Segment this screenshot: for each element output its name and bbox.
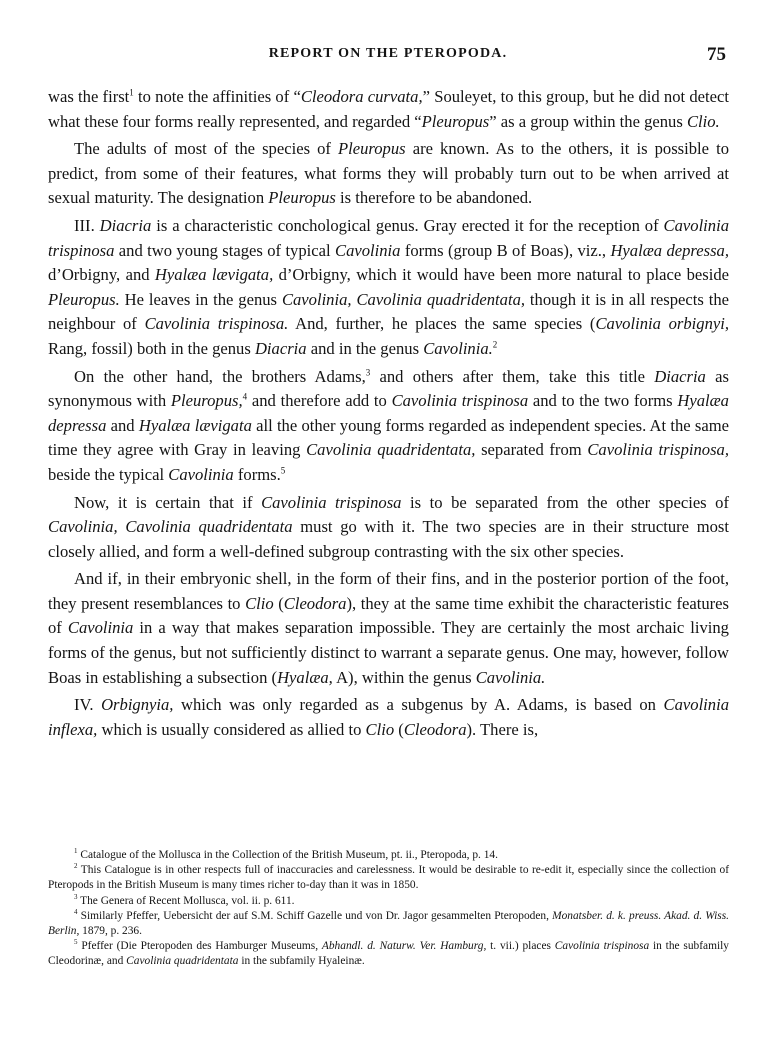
text-run: d’Orbigny, and (48, 265, 155, 285)
text-run: and two young stages of typical (114, 240, 335, 260)
text-run: is therefore to be abandoned. (335, 188, 533, 208)
italic-text: Abhandl. d. Naturw. Ver. Hamburg, (321, 940, 487, 953)
paragraph (48, 85, 729, 134)
footnote (48, 939, 729, 969)
italic-text: Cavolinia inflexa, (48, 695, 729, 739)
italic-text: Cavolinia trispinosa. (144, 314, 289, 334)
italic-text: Cavolinia, (281, 289, 352, 309)
text-run: forms. (233, 464, 281, 484)
text-run: t. vii.) places (486, 940, 555, 953)
footnote-marker: 3 (74, 892, 78, 901)
text-run: ” Souleyet, to this group, but he did not detect what these four forms really represented, and regarded “ (48, 87, 729, 131)
text-run: ( (394, 719, 404, 739)
italic-text: Cavolinia quadridentata (126, 955, 239, 968)
footnote-marker: 1 (129, 87, 134, 98)
text-run: which is usually considered as allied to (97, 719, 366, 739)
text-run: all the other young forms regarded as independent species. At the same time they agree with Gray in leaving (48, 415, 729, 460)
text-run: and therefore add to (247, 391, 392, 411)
text-run: in a way that makes separation impossible. They are certainly the most archaic living forms of the genus, but not sufficiently distinct to warrant a separate genus. One may, however, follow Boas in establishing a subsection ( (48, 618, 729, 687)
footnote-marker: 1 (74, 847, 78, 856)
italic-text: Cavolinia trispinosa (261, 492, 402, 512)
italic-text: Cavolinia. (475, 667, 546, 687)
text-run: and to the two forms (528, 391, 678, 411)
text-run: And, further, he places the same species ( (288, 314, 596, 334)
text-run: On the other hand, the brothers Adams, (74, 366, 366, 386)
italic-text: Cavolinia trispinosa, (587, 440, 730, 460)
text-run: 1879, p. 236. (79, 925, 142, 938)
italic-text: Clio (245, 593, 274, 613)
text-run: Rang, fossil) both in the genus (48, 338, 255, 358)
text-run: Pfeffer (Die Pteropoden des Hamburger Museums, (77, 940, 322, 953)
paragraph (48, 214, 729, 362)
italic-text: Cavolinia. (423, 338, 493, 358)
text-run: is a characteristic conchological genus. Gray erected it for the reception of (151, 215, 664, 235)
text-run: ( (273, 593, 284, 613)
italic-text: Cleodora curvata, (300, 87, 423, 106)
text-run: A), within the genus (332, 667, 476, 687)
footnote (48, 909, 729, 939)
italic-text: Cavolinia quadridentata (125, 517, 293, 537)
italic-text: Cavolinia, (48, 517, 118, 537)
text-run: ” as a group within the genus (489, 111, 687, 131)
page-number: 75 (707, 44, 726, 65)
text-run: IV. (74, 695, 102, 715)
text-run: as synonymous with (48, 366, 729, 411)
text-run: III. (74, 215, 100, 235)
italic-text: Cavolinia trispinosa (48, 215, 729, 260)
paragraph (48, 491, 729, 565)
running-title: REPORT ON THE PTEROPODA. (268, 46, 508, 61)
footnote-marker: 5 (74, 938, 78, 947)
text-run: was the first (48, 87, 130, 106)
italic-text: Cavolinia orbignyi, (595, 314, 730, 334)
italic-text: Pleuropus. (48, 289, 120, 309)
text-run: The Genera of Recent Mollusca, vol. ii. p. 611. (77, 894, 295, 907)
italic-text: Diacria (654, 366, 706, 386)
text-run: in the subfamily Hyaleinæ. (238, 955, 365, 968)
italic-text: Cleodora (283, 593, 347, 613)
text-run: in the subfamily Cleodorinæ, and (48, 940, 729, 968)
text-run: This Catalogue is in other respects full of inaccuracies and carelessness. It would be desirable to re-edit it, especially since the collection of Pteropods in the British Museum is many times richer to-day than it was in 1850. (48, 864, 729, 892)
text-run: beside the typical (48, 464, 169, 484)
italic-text: Hyalæa, (277, 667, 333, 687)
text-run: ). There is, (466, 719, 539, 739)
footnotes (48, 848, 729, 970)
page-header (0, 44, 776, 68)
text-run: He leaves in the genus (119, 289, 282, 309)
italic-text: Hyalæa depressa (48, 391, 729, 435)
italic-text: Diacria (99, 215, 152, 235)
paragraph (48, 137, 729, 211)
text-run: Similarly Pfeffer, Uebersicht der auf S.M. Schiff Gazelle und von Dr. Jagor gesammelten Pteropoden, (77, 909, 553, 922)
footnote-marker: 4 (242, 391, 248, 402)
italic-text: Cavolinia trispinosa (391, 391, 529, 411)
italic-text: Cavolinia (335, 240, 401, 260)
italic-text: Pleuropus, (170, 391, 243, 411)
paragraph (48, 365, 729, 488)
text-run: and in the genus (306, 338, 424, 358)
italic-text: Hyalæa lævigata, (154, 265, 274, 285)
italic-text: Hyalæa depressa, (610, 240, 729, 260)
text-run: ), they at the same time exhibit the characteristic features of (48, 593, 729, 638)
italic-text: Orbignyia, (101, 695, 174, 715)
text-run: must go with it. The two species are in their structure most closely allied, and form a well-defined subgroup contrasting with the six other species. (48, 517, 729, 561)
text-run: separated from (475, 440, 588, 460)
text-run: The adults of most of the species of (74, 139, 339, 159)
text-run: and others after them, take this title (370, 366, 655, 386)
footnote (48, 863, 729, 893)
italic-text: Monatsber. d. k. preuss. Akad. d. Wiss. Berlin, (48, 909, 729, 938)
text-run: to note the affinities of “ (133, 87, 301, 106)
paragraph (48, 567, 729, 690)
italic-text: Pleuropus (421, 111, 490, 131)
italic-text: Clio. (686, 111, 720, 131)
text-run: though it is in all respects the neighbour of (48, 289, 729, 334)
italic-text: Pleuropus (338, 139, 406, 159)
text-run: And if, in their embryonic shell, in the form of their fins, and in the posterior portion of the foot, they present resemblances to (48, 569, 729, 613)
footnote-marker: 5 (280, 465, 286, 476)
italic-text: Cavolinia quadridentata, (356, 289, 526, 309)
main-text (48, 85, 729, 745)
italic-text: Pleuropus (268, 188, 336, 208)
footnote-marker: 2 (74, 862, 78, 871)
text-run: forms (group B of Boas), viz., (400, 240, 611, 260)
paragraph (48, 693, 729, 742)
footnote-marker: 4 (74, 908, 78, 917)
italic-text: Cavolinia (168, 464, 234, 484)
text-run: is to be separated from the other species of (401, 492, 730, 512)
footnote-marker: 3 (365, 367, 371, 377)
footnote (48, 848, 729, 863)
italic-text: Cavolinia (67, 618, 134, 638)
footnote-marker: 2 (492, 339, 498, 350)
italic-text: Cavolinia quadridentata, (306, 440, 476, 460)
text-run: Catalogue of the Mollusca in the Collection of the British Museum, pt. ii., Pteropoda, p. 14. (77, 849, 498, 861)
italic-text: Diacria (254, 338, 307, 358)
text-run: d’Orbigny, which it would have been more natural to place beside (273, 265, 729, 285)
footnote (48, 894, 729, 909)
text-run: Now, it is certain that if (74, 492, 262, 512)
text-run: and (106, 415, 139, 435)
text-run: which was only regarded as a subgenus by A. Adams, is based on (173, 695, 664, 715)
italic-text: Hyalæa lævigata (138, 415, 252, 435)
italic-text: Cleodora (403, 719, 467, 739)
text-run: are known. As to the others, it is possible to predict, from some of their features, what forms they will probably turn out to be when arrived at sexual maturity. The designation (48, 139, 729, 208)
italic-text: Cavolinia trispinosa (554, 940, 650, 953)
italic-text: Clio (365, 719, 395, 739)
